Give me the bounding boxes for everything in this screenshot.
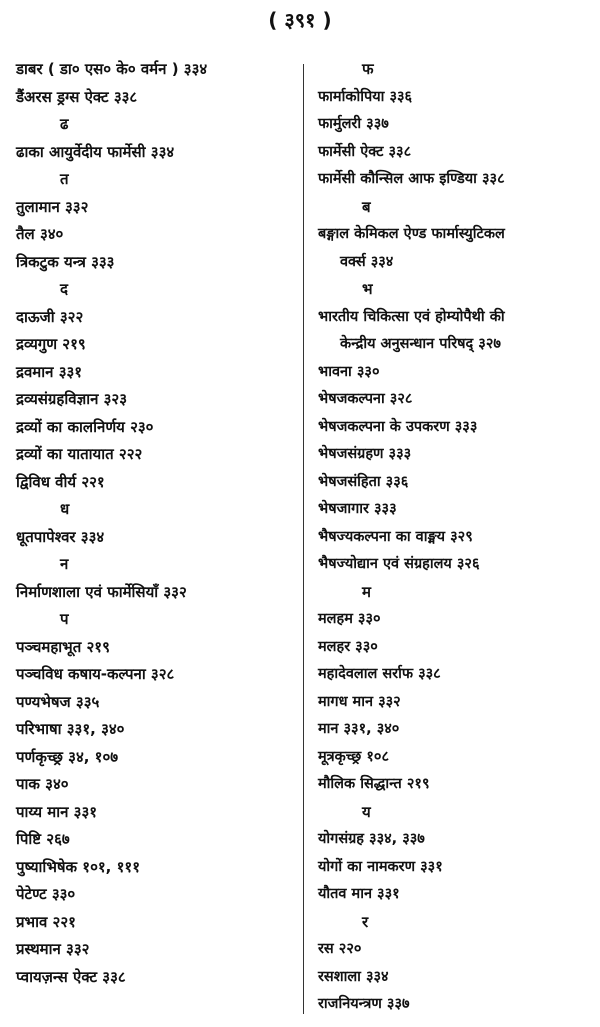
index-letter-heading: म <box>362 582 371 601</box>
page-number: ( ३९१ ) <box>268 8 332 32</box>
index-entry: योगों का नामकरण ३३१ <box>318 858 443 875</box>
index-entry: योगसंग्रह ३३४, ३३७ <box>318 831 425 847</box>
index-entry: धूतपापेश्वर ३३४ <box>16 527 105 546</box>
index-letter-heading: त <box>60 170 69 188</box>
index-entry: मलहम ३३० <box>318 611 381 627</box>
index-letter-heading: य <box>362 802 371 821</box>
index-entry: भैषज्यकल्पना का वाङ्मय ३२९ <box>318 528 473 545</box>
index-letter-heading: ब <box>362 197 371 216</box>
column-divider <box>303 64 304 1014</box>
index-entry: पिष्टि २६७ <box>16 830 70 848</box>
index-entry: फार्मेसी ऐक्ट ३३८ <box>318 143 412 160</box>
index-entry: द्रव्यों का कालनिर्णय २३० <box>16 417 154 436</box>
index-entry: पेटेण्ट ३३० <box>16 885 76 903</box>
index-letter-heading: भ <box>362 280 373 298</box>
index-entry: मागध मान ३३२ <box>318 693 401 710</box>
index-entry: भेषजागार ३३३ <box>318 501 397 517</box>
index-letter-heading: फ <box>362 60 374 78</box>
index-letter-heading: र <box>362 912 369 931</box>
index-entry: द्विविध वीर्य २२१ <box>16 472 105 491</box>
index-entry: त्रिकटुक यन्त्र ३३३ <box>16 252 115 271</box>
index-entry: भावना ३३० <box>318 363 380 380</box>
index-letter-heading: न <box>60 555 69 573</box>
index-entry: पर्णकृच्छ्र ३४, १०७ <box>16 747 119 766</box>
index-entry: फार्मेसी कौन्सिल आफ इण्डिया ३३८ <box>318 171 505 187</box>
index-entry: भेषजसंहिता ३३६ <box>318 473 409 490</box>
index-entry: डैंअरस ड्रग्स ऐक्ट ३३८ <box>16 87 138 106</box>
index-entry: पञ्चमहाभूत २१९ <box>16 637 110 656</box>
index-entry: दाऊजी ३२२ <box>16 307 84 326</box>
index-right-column <box>318 56 590 1019</box>
index-entry: भेषजकल्पना ३२८ <box>318 391 413 407</box>
index-entry: पाक ३४० <box>16 775 69 793</box>
index-entry: तैल ३४० <box>16 225 64 243</box>
index-entry: फार्माकोपिया ३३६ <box>318 88 413 105</box>
index-entry: रसशाला ३३४ <box>318 968 389 985</box>
index-entry: प्वायज़न्स ऐक्ट ३३८ <box>16 967 126 986</box>
index-entry: पञ्चविध कषाय-कल्पना ३२८ <box>16 665 175 683</box>
index-entry: पाय्य मान ३३१ <box>16 802 98 821</box>
index-entry: यौतव मान ३३१ <box>318 886 400 902</box>
index-entry: भारतीय चिकित्सा एवं होम्योपैथी की केन्द्रीय अनुसन्धान परिषद् ३२७ <box>318 308 505 352</box>
index-entry: भैषज्योद्यान एवं संग्रहालय ३२६ <box>318 556 480 572</box>
index-entry: भेषजकल्पना के उपकरण ३३३ <box>318 418 478 435</box>
index-entry: डाबर ( डा० एस० के० वर्मन ) ३३४ <box>16 60 208 78</box>
index-entry: बङ्गाल केमिकल ऐण्ड फार्मास्युटिकल वर्क्स ३३४ <box>318 226 505 270</box>
index-entry: मलहर ३३० <box>318 638 378 655</box>
index-letter-heading: ढ <box>60 115 69 133</box>
index-entry: पण्यभेषज ३३५ <box>16 692 100 711</box>
index-left-column <box>16 56 298 991</box>
index-entry: मान ३३१, ३४० <box>318 721 400 737</box>
index-letter-heading: ध <box>60 500 70 518</box>
index-letter-heading: प <box>60 610 69 628</box>
index-entry: महादेवलाल सर्राफ ३३८ <box>318 666 441 682</box>
index-entry: द्रवमान ३३१ <box>16 362 83 381</box>
index-entry: परिभाषा ३३१, ३४० <box>16 720 125 738</box>
index-entry: मूत्रकृच्छ्र १०८ <box>318 748 389 765</box>
index-entry: रस २२० <box>318 941 362 957</box>
index-entry: द्रव्यों का यातायात २२२ <box>16 445 143 463</box>
index-entry: राजनियन्त्रण ३३७ <box>318 996 410 1012</box>
index-entry: ढाका आयुर्वेदीय फार्मेसी ३३४ <box>16 142 175 161</box>
index-entry: द्रव्यसंग्रहविज्ञान ३२३ <box>16 390 128 408</box>
index-entry: पुष्याभिषेक १०१, १११ <box>16 857 140 876</box>
index-entry: द्रव्यगुण २१९ <box>16 335 86 353</box>
index-letter-heading: द <box>60 280 68 298</box>
index-entry: मौलिक सिद्धान्त २१९ <box>318 776 430 792</box>
index-entry: प्रस्थमान ३३२ <box>16 940 90 958</box>
index-entry: फार्मुलरी ३३७ <box>318 116 389 132</box>
index-entry: निर्माणशाला एवं फार्मेसियाँ ३३२ <box>16 582 187 601</box>
index-entry: प्रभाव २२१ <box>16 912 76 931</box>
index-entry: भेषजसंग्रहण ३३३ <box>318 446 412 462</box>
index-entry: तुलामान ३३२ <box>16 197 89 216</box>
